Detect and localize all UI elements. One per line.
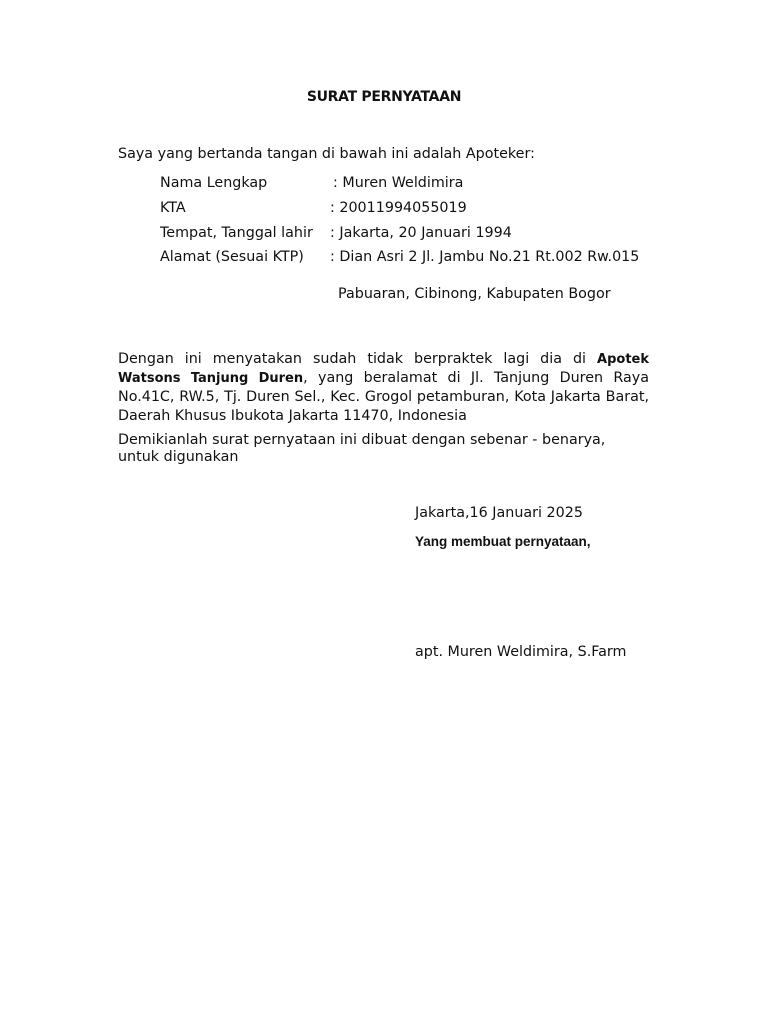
company-name: Apotek Watsons Tanjung Duren	[118, 352, 649, 386]
maker-label: Yang membuat pernyataan,	[415, 534, 591, 549]
intro-text: Saya yang bertanda tangan di bawah ini adalah Apoteker:	[118, 146, 535, 162]
statement-text-before: Dengan ini menyatakan sudah tidak berpraktek lagi dia di	[118, 351, 598, 367]
field-label: KTA	[160, 200, 186, 216]
field-label: Alamat (Sesuai KTP)	[160, 249, 304, 265]
field-value: : Jakarta, 20 Januari 1994	[330, 225, 512, 241]
document-title: SURAT PERNYATAAN	[306, 89, 462, 105]
statement-paragraph	[118, 350, 649, 426]
field-value: : 20011994055019	[330, 200, 467, 216]
field-value: : Muren Weldimira	[333, 175, 464, 191]
address-line-2: Pabuaran, Cibinong, Kabupaten Bogor	[338, 286, 611, 302]
field-value: : Dian Asri 2 Jl. Jambu No.21 Rt.002 Rw.015	[330, 249, 640, 265]
signer-name: apt. Muren Weldimira, S.Farm	[415, 644, 627, 660]
field-label: Tempat, Tanggal lahir	[160, 225, 313, 241]
closing-paragraph: Demikianlah surat pernyataan ini dibuat dengan sebenar - benarya, untuk digunakan	[118, 432, 606, 465]
statement-text-after: , yang beralamat di Jl. Tanjung Duren Raya No.41C, RW.5, Tj. Duren Sel., Kec. Grogol petamburan, Kota Jakarta Barat, Daerah Khusus Ibukota Jakarta 11470, Indonesia	[118, 370, 649, 424]
field-label: Nama Lengkap	[160, 175, 268, 191]
place-date: Jakarta,16 Januari 2025	[415, 505, 583, 521]
